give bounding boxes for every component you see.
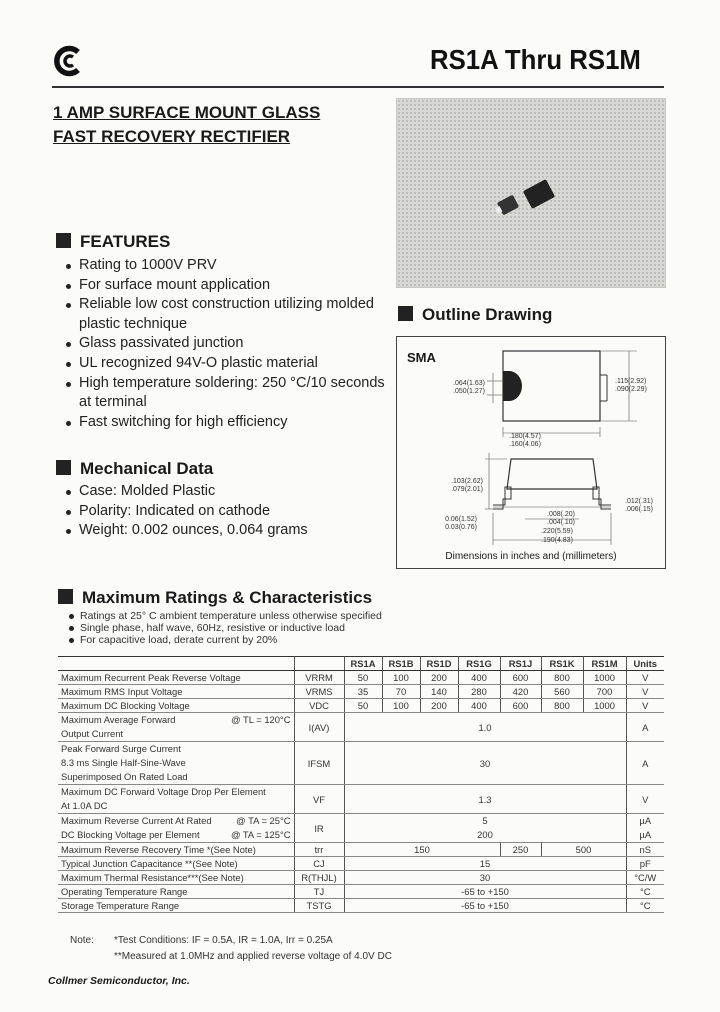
table-row: Maximum Reverse Recovery Time *(See Note) trr 150 250 500 nS <box>58 843 664 857</box>
dim-label: .180(4.57) <box>509 433 541 440</box>
features-heading: FEATURES <box>56 232 170 252</box>
outline-heading: Outline Drawing <box>398 305 552 325</box>
dim-label: 0.03(0.76) <box>445 524 477 531</box>
feature-item: Rating to 1000V PRV <box>52 256 392 276</box>
dim-label: .006(.15) <box>625 506 654 513</box>
table-row: Maximum Recurrent Peak Reverse Voltage VRRM 50 100 200 400 600 800 1000 V <box>58 671 664 685</box>
mechanical-list <box>52 482 382 541</box>
package-label: SMA <box>407 350 436 365</box>
dim-label: .050(1.27) <box>453 388 485 395</box>
features-list <box>52 256 392 432</box>
dim-label: .090(2.29) <box>615 386 647 393</box>
dim-label: .079(2.01) <box>451 486 483 493</box>
table-row: Maximum Average Forward @ TL = 120°C Output Current I(AV) 1.0 A <box>58 713 664 742</box>
feature-item: Glass passivated junction <box>52 334 392 354</box>
table-header-row <box>58 657 664 671</box>
company-name: Collmer Semiconductor, Inc. <box>48 975 190 987</box>
ratings-table <box>58 656 664 913</box>
dim-label: .012(.31) <box>625 498 654 505</box>
notes-label: Note: <box>70 935 94 946</box>
column-header: RS1G <box>458 657 500 671</box>
header-rule <box>52 86 664 88</box>
table-row: Operating Temperature Range TJ -65 to +150 °C <box>58 885 664 899</box>
column-header: Units <box>626 657 664 671</box>
ratings-heading: Maximum Ratings & Characteristics <box>58 588 372 608</box>
mechanical-item: Polarity: Indicated on cathode <box>52 502 382 522</box>
dimension-caption: Dimensions in inches and (millimeters) <box>445 551 617 562</box>
table-row: Maximum DC Blocking Voltage VDC 50 100 200 400 600 800 1000 V <box>58 699 664 713</box>
package-dimension-drawing <box>397 337 665 568</box>
company-logo-icon <box>52 44 86 78</box>
feature-item: Reliable low cost construction utilizing molded plastic technique <box>52 295 392 334</box>
dim-label: 0.06(1.52) <box>445 516 477 523</box>
table-row: Storage Temperature Range TSTG -65 to +150 °C <box>58 899 664 913</box>
table-row: Maximum RMS Input Voltage VRMS 35 70 140 280 420 560 700 V <box>58 685 664 699</box>
outline-drawing <box>396 336 666 569</box>
condition-item: Ratings at 25° C ambient temperature unless otherwise specified <box>66 610 466 622</box>
dim-label: .008(.20) <box>547 511 576 518</box>
subtitle-line-1: 1 AMP SURFACE MOUNT GLASS <box>53 103 321 122</box>
column-header: RS1A <box>344 657 382 671</box>
condition-item: Single phase, half wave, 60Hz, resistive or inductive load <box>66 622 466 634</box>
column-header: RS1M <box>583 657 626 671</box>
dim-label: .220(5.59) <box>541 528 573 535</box>
ratings-conditions <box>66 610 466 646</box>
column-header: RS1J <box>500 657 541 671</box>
column-header: RS1D <box>420 657 458 671</box>
dim-label: .004(.10) <box>547 519 576 526</box>
mechanical-item: Case: Molded Plastic <box>52 482 382 502</box>
note-2: **Measured at 1.0MHz and applied reverse voltage of 4.0V DC <box>114 951 392 962</box>
dim-label: .064(1.63) <box>453 380 485 387</box>
product-subtitle <box>53 101 320 149</box>
subtitle-line-2: FAST RECOVERY RECTIFIER <box>53 127 291 146</box>
feature-item: For surface mount application <box>52 276 392 296</box>
dim-label: .190(4.83) <box>541 537 573 544</box>
table-row: Maximum Reverse Current At Rated @ TA = 25°C DC Blocking Voltage per Element @ TA = 125°C IR 5 200 µA µA <box>58 814 664 843</box>
condition-item: For capacitive load, derate current by 20% <box>66 634 466 646</box>
dim-label: .103(2.62) <box>451 478 483 485</box>
feature-item: UL recognized 94V-O plastic material <box>52 354 392 374</box>
column-header: RS1B <box>382 657 420 671</box>
table-row: Maximum Thermal Resistance***(See Note) R(THJL) 30 °C/W <box>58 871 664 885</box>
mechanical-heading: Mechanical Data <box>56 459 213 479</box>
note-1: *Test Conditions: IF = 0.5A, IR = 1.0A, Irr = 0.25A <box>114 935 333 946</box>
feature-item: Fast switching for high efficiency <box>52 413 392 433</box>
feature-item: High temperature soldering: 250 °C/10 seconds at terminal <box>52 374 392 413</box>
column-header: RS1K <box>541 657 583 671</box>
dim-label: .160(4.06) <box>509 441 541 448</box>
table-row: Maximum DC Forward Voltage Drop Per Element At 1.0A DC VF 1.3 V <box>58 785 664 814</box>
table-row: Typical Junction Capacitance **(See Note) CJ 15 pF <box>58 857 664 871</box>
table-row: Peak Forward Surge Current 8.3 ms Single Half-Sine-Wave Superimposed On Rated Load IFSM 30 A <box>58 742 664 785</box>
mechanical-item: Weight: 0.002 ounces, 0.064 grams <box>52 521 382 541</box>
dim-label: .115(2.92) <box>615 378 647 385</box>
document-title: RS1A Thru RS1M <box>430 44 641 75</box>
